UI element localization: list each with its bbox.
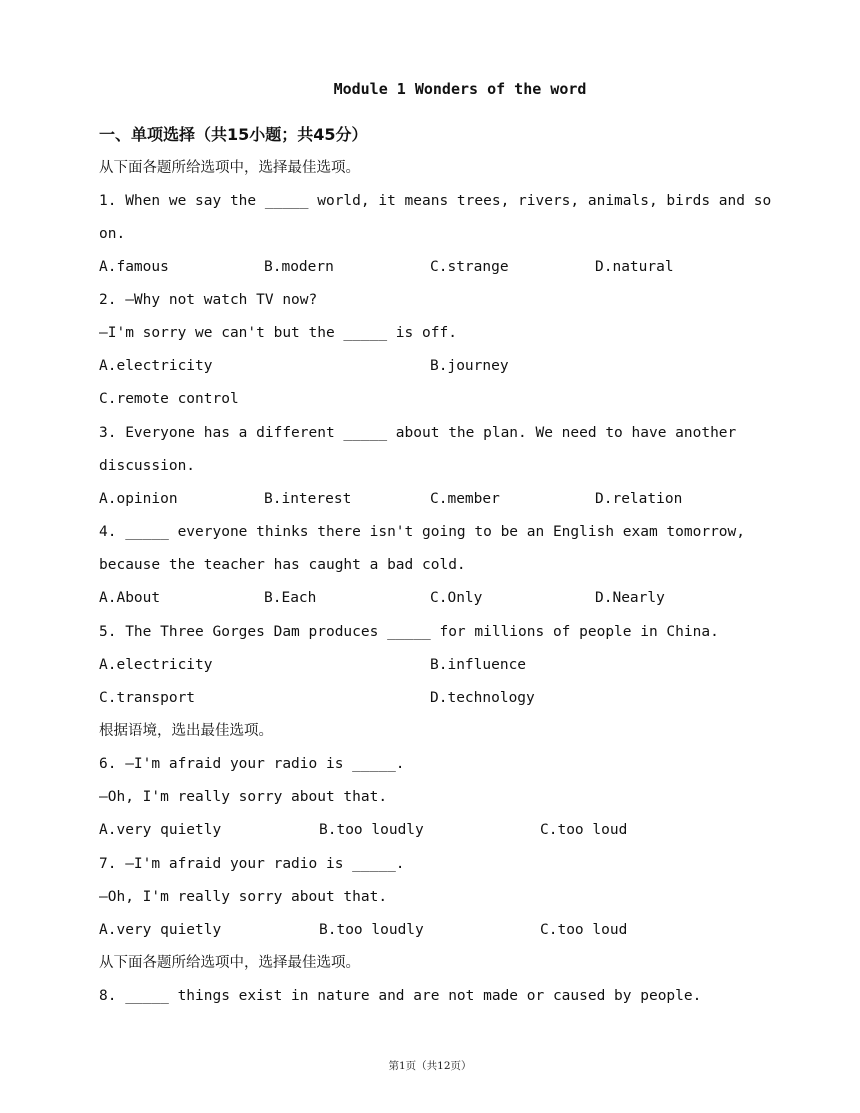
page-footer: 第1页（共12页） bbox=[388, 1060, 472, 1072]
question-7-option-c: C.too loud bbox=[540, 922, 628, 938]
question-6-option-a: A.very quietly bbox=[99, 822, 222, 838]
question-4-text: 4. _____ everyone thinks there isn't going to be an English exam tomorrow, bbox=[99, 524, 746, 540]
question-2-option-b: B.journey bbox=[430, 358, 509, 374]
question-1-text-cont: on. bbox=[99, 226, 126, 242]
question-6-option-c: C.too loud bbox=[540, 822, 628, 838]
instruction-text: 根据语境，选出最佳选项。 bbox=[99, 723, 273, 739]
question-4-text-cont: because the teacher has caught a bad cold. bbox=[99, 557, 466, 573]
question-3-text: 3. Everyone has a different _____ about the plan. We need to have another bbox=[99, 425, 737, 441]
question-5-option-d: D.technology bbox=[430, 690, 535, 706]
question-5-option-c: C.transport bbox=[99, 690, 196, 706]
question-1-option-d: D.natural bbox=[595, 259, 674, 275]
question-7-option-a: A.very quietly bbox=[99, 922, 222, 938]
question-7-option-b: B.too loudly bbox=[319, 922, 424, 938]
question-2-text: 2. —Why not watch TV now? bbox=[99, 292, 318, 308]
question-1-option-b: B.modern bbox=[264, 259, 334, 275]
instruction-text: 从下面各题所给选项中，选择最佳选项。 bbox=[99, 955, 360, 971]
question-8-text: 8. _____ things exist in nature and are not made or caused by people. bbox=[99, 988, 702, 1004]
question-6-text: 6. —I'm afraid your radio is _____. bbox=[99, 756, 405, 772]
question-2-option-a: A.electricity bbox=[99, 358, 213, 374]
question-1-text: 1. When we say the _____ world, it means trees, rivers, animals, birds and so bbox=[99, 193, 772, 209]
question-2-text-cont: —I'm sorry we can't but the _____ is off. bbox=[99, 325, 457, 341]
instruction-text: 从下面各题所给选项中，选择最佳选项。 bbox=[99, 160, 360, 176]
question-1-option-c: C.strange bbox=[430, 259, 509, 275]
question-3-text-cont: discussion. bbox=[99, 458, 196, 474]
question-3-option-d: D.relation bbox=[595, 491, 683, 507]
question-5-option-b: B.influence bbox=[430, 657, 527, 673]
question-3-option-a: A.opinion bbox=[99, 491, 178, 507]
question-6-option-b: B.too loudly bbox=[319, 822, 424, 838]
question-7-text-cont: —Oh, I'm really sorry about that. bbox=[99, 889, 388, 905]
question-6-text-cont: —Oh, I'm really sorry about that. bbox=[99, 789, 388, 805]
question-4-option-a: A.About bbox=[99, 590, 161, 606]
question-4-option-d: D.Nearly bbox=[595, 590, 665, 606]
question-7-text: 7. —I'm afraid your radio is _____. bbox=[99, 856, 405, 872]
section-heading: 一、单项选择（共15小题；共45分） bbox=[99, 125, 368, 144]
document-title: Module 1 Wonders of the word bbox=[333, 80, 587, 98]
question-2-option-c: C.remote control bbox=[99, 391, 239, 407]
question-3-option-c: C.member bbox=[430, 491, 500, 507]
question-5-option-a: A.electricity bbox=[99, 657, 213, 673]
question-1-option-a: A.famous bbox=[99, 259, 169, 275]
question-5-text: 5. The Three Gorges Dam produces _____ for millions of people in China. bbox=[99, 624, 719, 640]
question-3-option-b: B.interest bbox=[264, 491, 352, 507]
question-4-option-b: B.Each bbox=[264, 590, 317, 606]
question-4-option-c: C.Only bbox=[430, 590, 483, 606]
